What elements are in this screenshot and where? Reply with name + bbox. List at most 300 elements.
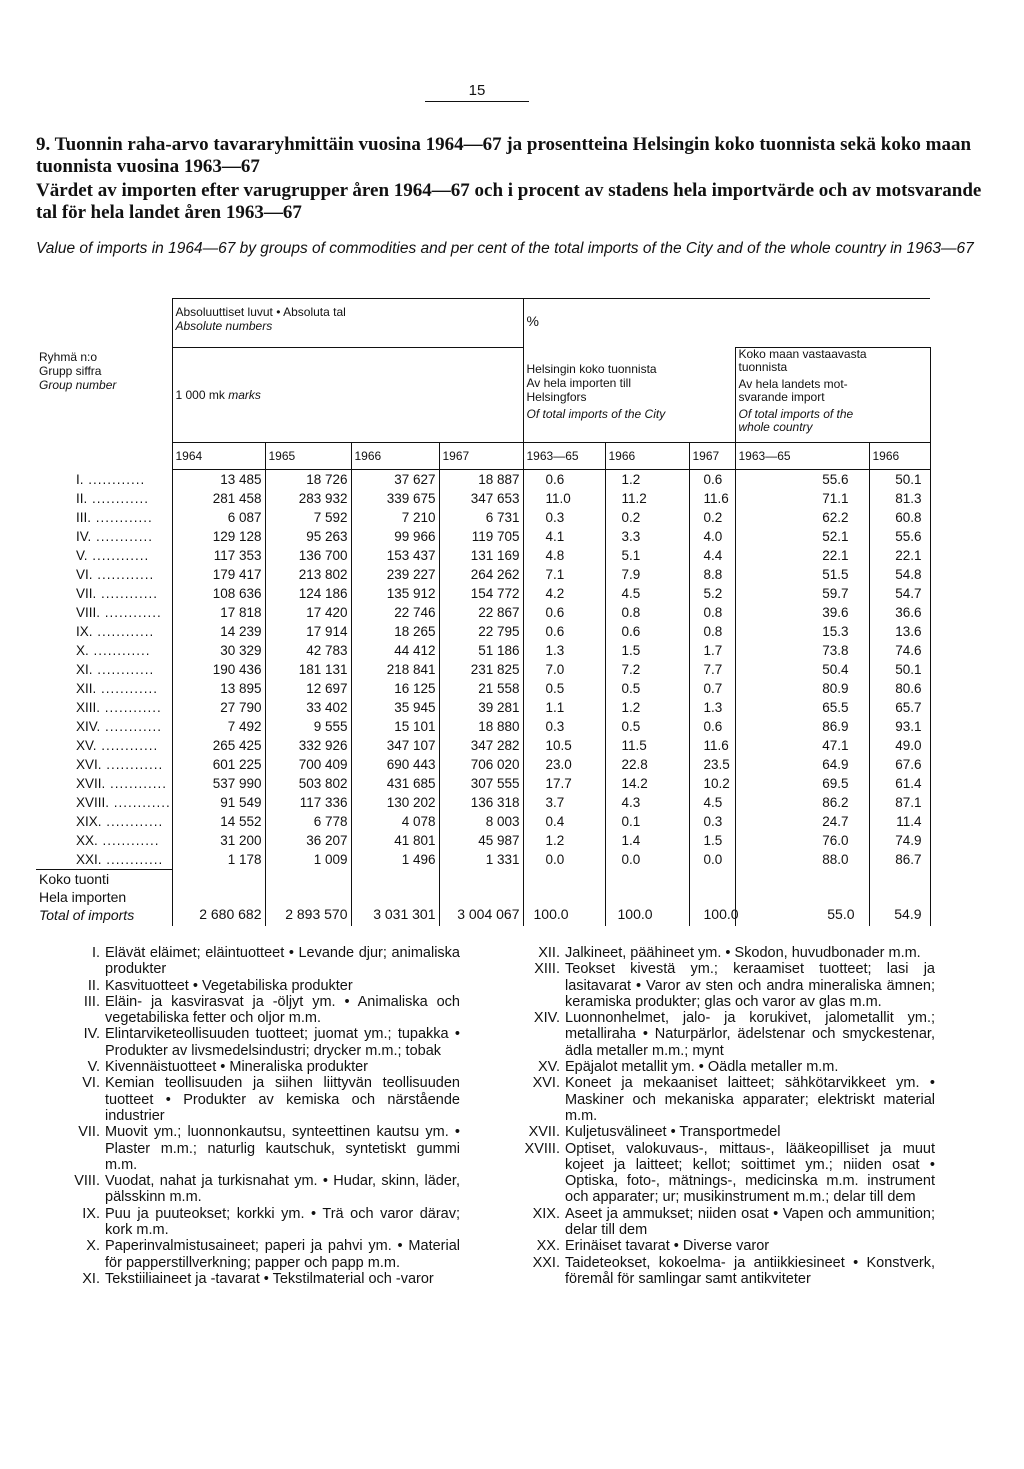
row-value: 5.2 (689, 584, 735, 603)
legend-number: XVII. (528, 1124, 560, 1141)
row-value: 22.1 (735, 546, 869, 565)
legend-text: Kasvituotteet • Vegetabiliska produkter (105, 977, 353, 994)
year-cell: 1963—65 (523, 443, 605, 470)
row-value: 93.1 (869, 717, 930, 736)
year-header-row (36, 443, 930, 470)
row-value: 4.4 (689, 546, 735, 565)
legend-text: Koneet ja mekaaniset laitteet; sähkötarvikkeet ym. • Maskiner och mekaniska apparater; elektriskt material m.m. (565, 1075, 935, 1124)
row-value: 36 207 (265, 831, 351, 850)
row-value: 18 880 (439, 717, 523, 736)
legend-number: VIII. (74, 1173, 100, 1190)
row-value: 50.1 (869, 660, 930, 679)
row-value: 71.1 (735, 489, 869, 508)
row-value: 17 420 (265, 603, 351, 622)
year-cell: 1967 (689, 443, 735, 470)
row-value: 31 200 (172, 831, 265, 850)
country-en1: Of total imports of the (738, 407, 854, 421)
total-row (36, 870, 930, 927)
row-value: 47.1 (735, 736, 869, 755)
group-header (36, 299, 172, 443)
year-cell: 1966 (605, 443, 689, 470)
year-cell: 1965 (265, 443, 351, 470)
row-value: 1.5 (605, 641, 689, 660)
legend-item (60, 994, 460, 1027)
row-value: 15 101 (351, 717, 439, 736)
total-label-en: Total of imports (39, 907, 135, 923)
country-sv2: svarande import (738, 390, 825, 404)
row-group: XXI. ..... (36, 850, 172, 870)
legend-number: II. (87, 977, 100, 994)
row-value: 347 107 (351, 736, 439, 755)
row-value: 131 169 (439, 546, 523, 565)
legend-text: Puu ja puuteokset; korkki ym. • Trä och varor därav; kork m.m. (105, 1205, 460, 1239)
row-value: 7.0 (523, 660, 605, 679)
page-number: 15 (425, 82, 529, 102)
row-value: 117 336 (265, 793, 351, 812)
table-row (36, 565, 930, 584)
legend-text: Paperinvalmistusaineet; paperi ja pahvi ym. • Material för papperstillverkning; papper och papp m.m. (105, 1238, 460, 1271)
row-value: 1 009 (265, 850, 351, 870)
row-value: 65.7 (869, 698, 930, 717)
row-value: 129 128 (172, 527, 265, 546)
table-row (36, 717, 930, 736)
country-fi1: Koko maan vastaavasta (738, 347, 867, 361)
row-value: 119 705 (439, 527, 523, 546)
row-value: 283 932 (265, 489, 351, 508)
row-value: 33 402 (265, 698, 351, 717)
legend-item (505, 1010, 935, 1059)
year-cell: 1966 (351, 443, 439, 470)
row-value: 74.6 (869, 641, 930, 660)
row-value: 87.1 (869, 793, 930, 812)
row-value: 13 895 (172, 679, 265, 698)
row-group: XVIII. ..... (36, 793, 172, 812)
total-cell: 55.0 (735, 870, 869, 927)
row-value: 0.2 (605, 508, 689, 527)
row-value: 130 202 (351, 793, 439, 812)
row-value: 1.7 (689, 641, 735, 660)
row-group: XIV. ..... (36, 717, 172, 736)
row-value: 537 990 (172, 774, 265, 793)
table-row (36, 774, 930, 793)
table-row (36, 736, 930, 755)
row-value: 95 263 (265, 527, 351, 546)
legend-item (60, 1238, 460, 1271)
row-value: 86.9 (735, 717, 869, 736)
row-value: 74.9 (869, 831, 930, 850)
row-value: 64.9 (735, 755, 869, 774)
legend-number: X. (86, 1238, 100, 1255)
total-label-fi: Koko tuonti (39, 871, 110, 887)
row-value: 7.2 (605, 660, 689, 679)
table-row (36, 603, 930, 622)
table-row (36, 527, 930, 546)
table-row (36, 546, 930, 565)
row-value: 7.7 (689, 660, 735, 679)
row-value: 49.0 (869, 736, 930, 755)
row-value: 3.3 (605, 527, 689, 546)
row-value: 0.8 (689, 603, 735, 622)
legend-number: XII. (538, 945, 560, 961)
row-group: XX. ..... (36, 831, 172, 850)
legend-text: Elävät eläimet; eläintuotteet • Levande djur; animaliska produkter (105, 945, 460, 978)
legend-item (505, 1075, 935, 1124)
legend-item (60, 945, 460, 978)
row-value: 307 555 (439, 774, 523, 793)
row-group: VIII. ..... (36, 603, 172, 622)
row-value: 69.5 (735, 774, 869, 793)
legend-text: Kivennäistuotteet • Mineraliska produkter (105, 1059, 368, 1076)
row-value: 17.7 (523, 774, 605, 793)
legend-item (60, 978, 460, 994)
table-row (36, 812, 930, 831)
row-value: 117 353 (172, 546, 265, 565)
row-group: XI. ..... (36, 660, 172, 679)
row-value: 239 227 (351, 565, 439, 584)
total-cell: 2 893 570 (265, 870, 351, 927)
row-value: 62.2 (735, 508, 869, 527)
table-row (36, 660, 930, 679)
row-value: 332 926 (265, 736, 351, 755)
row-value: 54.8 (869, 565, 930, 584)
row-value: 4.3 (605, 793, 689, 812)
row-value: 17 914 (265, 622, 351, 641)
helsinki-fi: Helsingin koko tuonnista (526, 361, 657, 376)
legend-text: Eläin- ja kasvirasvat ja -öljyt ym. • Animaliska och vegetabiliska fetter och oljor m.m. (105, 993, 460, 1027)
row-value: 10.2 (689, 774, 735, 793)
row-value: 50.1 (869, 470, 930, 490)
row-group: XIII. ..... (36, 698, 172, 717)
row-value: 0.6 (523, 603, 605, 622)
legend-item (60, 1075, 460, 1124)
row-value: 51 186 (439, 641, 523, 660)
row-value: 179 417 (172, 565, 265, 584)
row-value: 503 802 (265, 774, 351, 793)
legend-number: III. (83, 993, 100, 1010)
percent-header: % (523, 299, 930, 348)
table-row (36, 793, 930, 812)
row-value: 36.6 (869, 603, 930, 622)
table-row (36, 508, 930, 527)
row-value: 0.3 (523, 508, 605, 527)
legend-text: Jalkineet, päähineet ym. • Skodon, huvudbonader m.m. (565, 945, 921, 961)
row-value: 41 801 (351, 831, 439, 850)
legend-item (60, 1124, 460, 1173)
row-value: 13 485 (172, 470, 265, 490)
row-value: 55.6 (735, 470, 869, 490)
legend-item (60, 1026, 460, 1059)
helsinki-en: Of total imports of the City (526, 406, 666, 421)
legend-text: Taideteokset, kokoelma- ja antiikkiesineet • Konstverk, föremål för samlingar samt antikviteter (565, 1254, 935, 1287)
legend-text: Luonnonhelmet, jalo- ja korukivet, jalometallit ym.; metalliraha • Naturpärlor, ädelstenar och smyckestenar, ädla metaller m.m.; mynt (565, 1010, 935, 1059)
legend-text: Teokset kivestä ym.; keraamiset tuotteet; lasi ja lasitavarat • Varor av sten och andra mineraliska ämnen; keramiska produkter; glas och varor av glas m.m. (565, 961, 935, 1010)
table-row (36, 622, 930, 641)
group-header-en: Group number (39, 377, 117, 392)
row-value: 601 225 (172, 755, 265, 774)
row-group: IX. ..... (36, 622, 172, 641)
row-value: 99 966 (351, 527, 439, 546)
legend-item (505, 1238, 935, 1254)
table-row (36, 584, 930, 603)
row-value: 1.2 (523, 831, 605, 850)
row-value: 0.6 (689, 470, 735, 490)
row-value: 39 281 (439, 698, 523, 717)
row-value: 44 412 (351, 641, 439, 660)
row-value: 11.4 (869, 812, 930, 831)
legend-number: V. (87, 1059, 100, 1076)
row-value: 6 778 (265, 812, 351, 831)
total-cell: 100.0 (523, 870, 605, 927)
row-value: 6 087 (172, 508, 265, 527)
legend-text: Elintarviketeollisuuden tuotteet; juomat ym.; tupakka • Produkter av livsmedelsindustri; drycker m.m.; tobak (105, 1026, 460, 1059)
legend-text: Aseet ja ammukset; niiden osat • Vapen och ammunition; delar till dem (565, 1205, 935, 1239)
row-value: 1.2 (605, 698, 689, 717)
row-group: XII. ..... (36, 679, 172, 698)
legend-item (505, 945, 935, 961)
row-value: 42 783 (265, 641, 351, 660)
legend-number: XXI. (532, 1254, 560, 1271)
total-cell: 2 680 682 (172, 870, 265, 927)
unit-header (172, 348, 523, 443)
row-value: 18 726 (265, 470, 351, 490)
row-value: 265 425 (172, 736, 265, 755)
row-value: 8.8 (689, 565, 735, 584)
country-en2: whole country (738, 420, 813, 434)
row-value: 45 987 (439, 831, 523, 850)
row-value: 35 945 (351, 698, 439, 717)
row-value: 1.3 (523, 641, 605, 660)
row-value: 39.6 (735, 603, 869, 622)
row-value: 23.0 (523, 755, 605, 774)
absolute-label-en: Absolute numbers (175, 319, 273, 333)
row-value: 4.1 (523, 527, 605, 546)
row-value: 50.4 (735, 660, 869, 679)
row-value: 339 675 (351, 489, 439, 508)
row-value: 11.0 (523, 489, 605, 508)
row-value: 706 020 (439, 755, 523, 774)
row-group: VI. ..... (36, 565, 172, 584)
row-group: XIX. ..... (36, 812, 172, 831)
row-value: 136 318 (439, 793, 523, 812)
imports-table (36, 298, 930, 926)
row-value: 22.8 (605, 755, 689, 774)
legend-number: XIII. (534, 961, 560, 978)
total-cell: 100.0 (689, 870, 735, 927)
row-value: 0.8 (605, 603, 689, 622)
row-value: 0.1 (605, 812, 689, 831)
legend-number: XVI. (532, 1075, 560, 1092)
table-row (36, 641, 930, 660)
legend-text: Kuljetusvälineet • Transportmedel (565, 1124, 781, 1141)
row-value: 0.6 (605, 622, 689, 641)
total-label (36, 870, 172, 927)
year-cell: 1966 (869, 443, 930, 470)
legend-item (505, 1124, 935, 1140)
row-value: 135 912 (351, 584, 439, 603)
row-value: 30 329 (172, 641, 265, 660)
row-value: 7 210 (351, 508, 439, 527)
row-value: 4.5 (605, 584, 689, 603)
row-value: 1.5 (689, 831, 735, 850)
row-value: 0.0 (689, 850, 735, 870)
row-value: 11.6 (689, 489, 735, 508)
row-value: 7.9 (605, 565, 689, 584)
row-value: 124 186 (265, 584, 351, 603)
row-value: 1 496 (351, 850, 439, 870)
row-value: 8 003 (439, 812, 523, 831)
row-value: 1.1 (523, 698, 605, 717)
row-value: 347 653 (439, 489, 523, 508)
row-value: 0.0 (523, 850, 605, 870)
header-row-1 (36, 299, 930, 348)
row-value: 7 492 (172, 717, 265, 736)
row-value: 281 458 (172, 489, 265, 508)
row-value: 0.3 (689, 812, 735, 831)
row-value: 22 746 (351, 603, 439, 622)
row-value: 22 867 (439, 603, 523, 622)
legend-right (505, 945, 935, 1287)
helsinki-header (523, 348, 735, 443)
table-row (36, 489, 930, 508)
legend-number: XVIII. (524, 1140, 560, 1157)
row-value: 181 131 (265, 660, 351, 679)
row-value: 55.6 (869, 527, 930, 546)
legend-number: XI. (82, 1270, 100, 1287)
row-value: 1.4 (605, 831, 689, 850)
row-value: 0.5 (523, 679, 605, 698)
table-row (36, 831, 930, 850)
row-value: 51.5 (735, 565, 869, 584)
year-cell: 1963—65 (735, 443, 869, 470)
legend-text: Muovit ym.; luonnonkautsu, synteettinen kautsu ym. • Plaster m.m.; naturlig kautschuk, syntetiskt gummi m.m. (105, 1124, 460, 1173)
legend-text: Tekstiiliaineet ja -tavarat • Tekstilmaterial och -varor (105, 1270, 434, 1287)
row-value: 7.1 (523, 565, 605, 584)
row-value: 54.7 (869, 584, 930, 603)
row-value: 80.9 (735, 679, 869, 698)
row-value: 4 078 (351, 812, 439, 831)
legend-number: I. (91, 945, 100, 961)
legend-item (505, 1059, 935, 1075)
absolute-header (172, 299, 523, 348)
row-value: 67.6 (869, 755, 930, 774)
row-group: III. ..... (36, 508, 172, 527)
row-value: 0.7 (689, 679, 735, 698)
row-value: 0.5 (605, 717, 689, 736)
row-value: 91 549 (172, 793, 265, 812)
row-group: XV. ..... (36, 736, 172, 755)
legend-left (60, 945, 460, 1287)
total-label-sv: Hela importen (39, 889, 127, 905)
row-value: 0.8 (689, 622, 735, 641)
legend-text: Kemian teollisuuden ja siihen liittyvän teollisuuden tuotteet • Produkter av kemiska och närstående industrier (105, 1075, 460, 1124)
row-value: 218 841 (351, 660, 439, 679)
row-value: 4.8 (523, 546, 605, 565)
legend-number: IX. (82, 1205, 100, 1222)
table-row (36, 470, 930, 490)
row-value: 0.6 (523, 470, 605, 490)
country-fi2: tuonnista (738, 360, 788, 374)
total-cell: 54.9 (869, 870, 930, 927)
absolute-label: Absoluuttiset luvut • Absoluta tal (175, 305, 346, 319)
legend-text: Optiset, valokuvaus-, mittaus-, lääkeopilliset ja muut kojeet ja laitteet; kellot; soittimet ym.; niiden osat • Optiska, foto-, mätnings-, medicinska m.m. instrument och apparater; ur; musikinstrument m.m.; delar till dem (565, 1140, 935, 1206)
legend-text: Erinäiset tavarat • Diverse varor (565, 1238, 770, 1255)
legend-number: XX. (536, 1238, 560, 1255)
row-group: V. ..... (36, 546, 172, 565)
legend-item (60, 1059, 460, 1075)
row-value: 4.0 (689, 527, 735, 546)
country-sv1: Av hela landets mot- (738, 377, 848, 391)
row-value: 1.3 (689, 698, 735, 717)
row-value: 16 125 (351, 679, 439, 698)
row-value: 86.2 (735, 793, 869, 812)
row-group: IV. ..... (36, 527, 172, 546)
row-value: 0.5 (605, 679, 689, 698)
legend-number: XIX. (532, 1205, 560, 1222)
row-group: XVII. ..... (36, 774, 172, 793)
row-value: 60.8 (869, 508, 930, 527)
row-value: 11.6 (689, 736, 735, 755)
row-value: 1 331 (439, 850, 523, 870)
title-english: Value of imports in 1964—67 by groups of commodities and per cent of the total imports of the City and of the whole country in 1963—67 (36, 240, 974, 257)
row-value: 21 558 (439, 679, 523, 698)
row-value: 0.6 (689, 717, 735, 736)
row-value: 0.0 (605, 850, 689, 870)
row-value: 59.7 (735, 584, 869, 603)
row-value: 13.6 (869, 622, 930, 641)
row-value: 76.0 (735, 831, 869, 850)
row-value: 73.8 (735, 641, 869, 660)
row-value: 690 443 (351, 755, 439, 774)
row-group: II. ..... (36, 489, 172, 508)
row-value: 80.6 (869, 679, 930, 698)
legend-item (60, 1173, 460, 1206)
country-header (735, 348, 930, 443)
row-value: 0.4 (523, 812, 605, 831)
legend-number: IV. (83, 1026, 100, 1043)
row-group: X. ..... (36, 641, 172, 660)
row-group: VII. ..... (36, 584, 172, 603)
group-header-fi: Ryhmä n:o (39, 349, 98, 364)
row-value: 37 627 (351, 470, 439, 490)
unit-en: marks (228, 388, 261, 402)
helsinki-sv2: Helsingfors (526, 389, 587, 404)
row-value: 14 552 (172, 812, 265, 831)
year-cell: 1964 (172, 443, 265, 470)
helsinki-sv1: Av hela importen till (526, 375, 631, 390)
total-cell: 3 031 301 (351, 870, 439, 927)
legend-number: VI. (82, 1075, 100, 1092)
row-value: 11.2 (605, 489, 689, 508)
row-value: 4.2 (523, 584, 605, 603)
row-value: 347 282 (439, 736, 523, 755)
legend-item (505, 1141, 935, 1206)
row-value: 431 685 (351, 774, 439, 793)
row-value: 1 178 (172, 850, 265, 870)
row-value: 18 265 (351, 622, 439, 641)
row-value: 24.7 (735, 812, 869, 831)
unit-prefix: 1 000 mk (175, 388, 229, 402)
title-finnish: 9. Tuonnin raha-arvo tavararyhmittäin vuosina 1964—67 ja prosentteina Helsingin koko tuonnista sekä koko maan tuonnista vuosina 1963—67 (36, 134, 972, 177)
row-value: 231 825 (439, 660, 523, 679)
table-row (36, 755, 930, 774)
table-row (36, 850, 930, 870)
row-value: 86.7 (869, 850, 930, 870)
row-group: I. ..... (36, 470, 172, 490)
legend-number: XV. (537, 1059, 560, 1076)
legend-text: Vuodat, nahat ja turkisnahat ym. • Hudar, skinn, läder, pälsskinn m.m. (105, 1173, 460, 1206)
row-value: 1.2 (605, 470, 689, 490)
row-value: 5.1 (605, 546, 689, 565)
